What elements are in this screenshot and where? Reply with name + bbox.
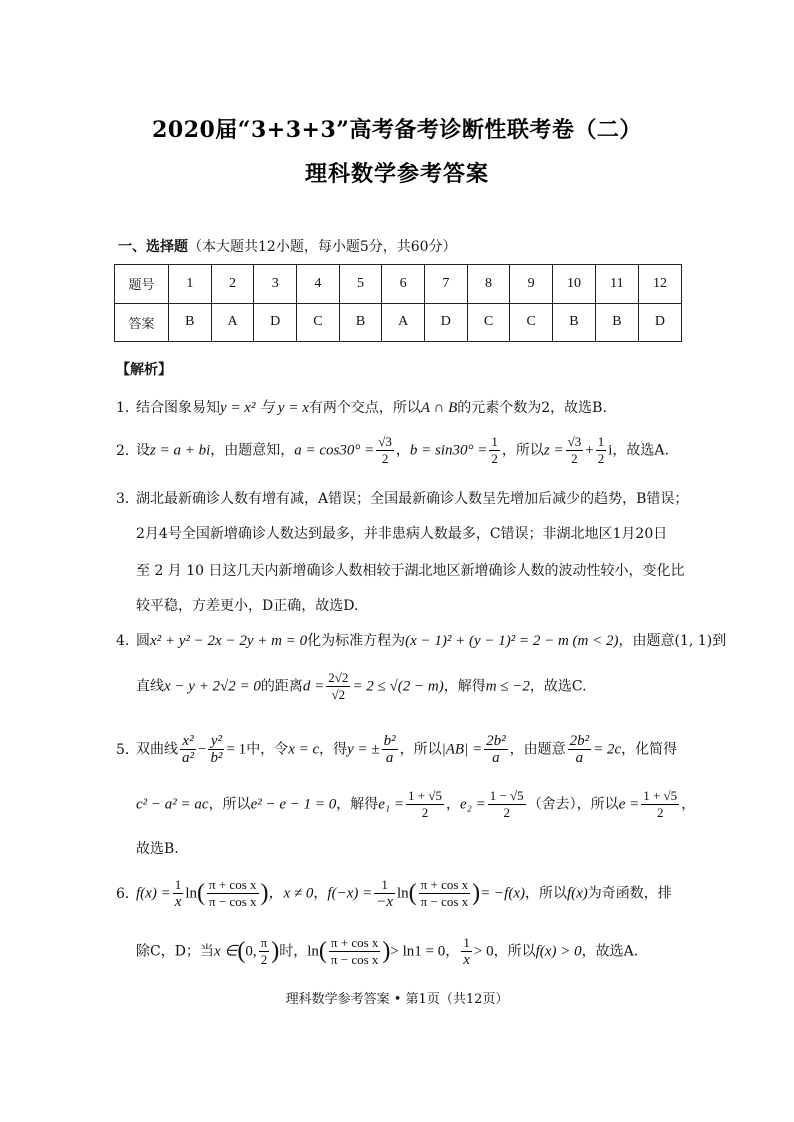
answer-cell: B	[552, 303, 595, 342]
text: 直线	[136, 678, 164, 695]
math-expr: > 0	[473, 943, 494, 960]
paren-close: )	[271, 938, 280, 964]
question-number-cell: 10	[552, 265, 595, 304]
fraction: $\frac{√3}{2}$	[567, 434, 582, 466]
math-expr: x − y + 2√2 = 0	[164, 678, 261, 695]
answer-cell: D	[254, 303, 297, 342]
text: （舍去），所以	[527, 796, 619, 813]
math-fn: ln	[185, 885, 198, 902]
solution-2	[116, 434, 669, 467]
answer-cell: B	[339, 303, 382, 342]
math-expr: m ≤ −2	[485, 678, 530, 695]
paren-close: )	[472, 880, 481, 906]
question-number-cell: 3	[254, 265, 297, 304]
fraction: $\frac{1 - √5}{2}$	[489, 788, 524, 820]
paren-close: )	[260, 880, 269, 906]
text: ，由题意知，	[210, 442, 295, 459]
math-fn: ln	[307, 943, 319, 960]
math-op: −	[198, 741, 207, 758]
math-expr: > ln1 = 0	[390, 943, 446, 960]
math-expr: ，x ≠ 0	[268, 885, 314, 902]
text: 的元素个数为2，故选B.	[457, 400, 607, 416]
question-number-cell: 6	[382, 265, 425, 304]
answer-cell: C	[510, 303, 553, 342]
fraction: $\frac{\text{2b²}}{a}$	[569, 733, 590, 766]
math-expr: e =	[618, 796, 640, 813]
fraction: $\frac{1}{x}$	[463, 935, 470, 968]
text: ，所以	[524, 885, 567, 902]
section-heading	[118, 236, 457, 256]
question-number-cell: 2	[211, 265, 254, 304]
text: 中，令	[246, 741, 289, 758]
text: 的距离	[260, 678, 303, 695]
table-row	[115, 265, 682, 304]
solution-5-line2	[136, 788, 695, 821]
text: ，由题意(1, 1)到	[618, 633, 727, 649]
analysis-label: 【解析】	[116, 362, 172, 378]
question-number: 1．	[116, 400, 139, 416]
question-number-cell: 12	[638, 265, 681, 304]
math-expr: x = c	[288, 741, 320, 758]
fraction: $\frac{\text{π + cos x}}{\text{π − cos x}}$	[209, 877, 257, 909]
paren-open: (	[197, 880, 206, 906]
math-expr: f(−x) =	[327, 885, 373, 902]
fraction: $\frac{2√2}{√2}$	[328, 670, 349, 702]
text: ，	[395, 442, 410, 459]
text: 设	[136, 442, 150, 459]
text: ，解得	[443, 678, 486, 695]
text: ，故选A.	[612, 442, 669, 459]
text: ，	[313, 885, 328, 902]
paren-close: )	[382, 938, 391, 964]
math-expr: 0,	[245, 943, 257, 960]
question-number-cell: 7	[425, 265, 468, 304]
text: ，故选C.	[529, 678, 587, 695]
section-note: （本大题共12小题，每小题5分，共60分）	[188, 239, 457, 255]
fraction: $\frac{\text{x²}}{\text{a²}}$	[182, 733, 194, 766]
question-number: 6．	[116, 885, 139, 902]
question-number-cell: 5	[339, 265, 382, 304]
text: 双曲线	[136, 741, 178, 758]
question-number-cell: 4	[297, 265, 340, 304]
text: 湖北最新确诊人数有增有减，A错误；全国最新确诊人数呈先增加后减少的趋势，B错误；	[136, 491, 689, 507]
text: 时，	[279, 943, 308, 960]
math-expr: b = sin30° =	[409, 442, 488, 459]
question-number-cell: 8	[467, 265, 510, 304]
fraction: $\frac{1 + √5}{2}$	[643, 788, 678, 820]
text: ，所以	[493, 943, 536, 960]
text: 有两个交点，所以	[308, 400, 421, 416]
text: ，所以	[208, 796, 251, 813]
paren-open: (	[318, 938, 327, 964]
fraction: $\frac{\text{y²}}{\text{b²}}$	[210, 733, 223, 766]
math-expr: = 2c	[593, 741, 622, 758]
math-expr: i	[608, 442, 613, 459]
answer-cell: A	[382, 303, 425, 342]
text: 圆	[136, 633, 150, 649]
text: ，由题意	[509, 741, 566, 758]
solution-6-line2	[136, 935, 638, 968]
text: 除C，D；当	[136, 943, 214, 960]
math-op: +	[585, 442, 594, 459]
answer-cell: B	[169, 303, 212, 342]
solution-3	[116, 488, 688, 508]
fraction: $\frac{√3}{2}$	[378, 434, 392, 466]
solution-4-line2	[136, 670, 587, 703]
question-number-cell: 11	[595, 265, 638, 304]
text: 化为标准方程为	[307, 633, 406, 649]
answer-cell: B	[595, 303, 638, 342]
section-title: 一、选择题	[118, 239, 188, 255]
math-expr: = 2 ≤ √(2 − m)	[352, 678, 444, 695]
fraction: $\frac{1}{2}$	[491, 434, 498, 466]
math-expr: = −f(x)	[480, 885, 525, 902]
math-expr: y = ±	[347, 741, 380, 758]
text: ，得	[319, 741, 348, 758]
answer-cell: C	[297, 303, 340, 342]
math-expr: x² + y² − 2x − 2y + m = 0	[150, 633, 308, 649]
question-number-cell: 1	[169, 265, 212, 304]
fraction: $\frac{\text{π + cos x}}{\text{π − cos x}}$	[330, 935, 379, 967]
answer-cell: D	[425, 303, 468, 342]
text: ，	[445, 796, 460, 813]
solution-1	[116, 396, 607, 417]
math-expr: c² − a² = ac	[136, 796, 209, 813]
table-header-cell: 题号	[115, 265, 169, 304]
solution-5-line3: 故选B.	[136, 841, 179, 857]
math-expr: f(x)	[566, 885, 588, 902]
fraction: $\frac{\text{2b²}}{a}$	[486, 733, 506, 766]
math-expr: z = a + bi	[150, 442, 211, 459]
math-expr: e² − e − 1 = 0	[250, 796, 337, 813]
math-expr: f(x) =	[136, 885, 171, 902]
fraction: $\frac{1}{x}$	[174, 877, 182, 910]
math-expr: e₂ =	[459, 796, 486, 813]
fraction: $\frac{1}{2}$	[597, 434, 605, 466]
fraction: $\frac{\text{b²}}{a}$	[383, 733, 396, 766]
question-number: 3．	[116, 491, 139, 507]
math-expr: A ∩ B	[420, 400, 458, 416]
table-row	[115, 303, 682, 342]
fraction: $\frac{1}{-x}$	[376, 877, 393, 910]
answer-cell: A	[211, 303, 254, 342]
page-subtitle: 理科数学参考答案	[304, 161, 489, 187]
question-number-cell: 9	[510, 265, 553, 304]
solution-3-line2: 2月4号全国新增确诊人数达到最多，并非患病人数最多，C错误；非湖北地区1月20日	[136, 526, 668, 542]
text: 结合图象易知	[136, 400, 220, 416]
text: ，解得	[336, 796, 379, 813]
math-expr: d =	[302, 678, 325, 695]
math-expr: x ∈	[213, 943, 238, 960]
fraction: $\frac{1 + √5}{2}$	[408, 788, 442, 820]
text: 为奇函数，排	[587, 885, 672, 902]
table-header-cell: 答案	[115, 303, 169, 342]
answer-table	[114, 264, 682, 342]
math-expr: e₁ =	[378, 796, 404, 813]
solution-5	[116, 733, 677, 766]
solution-6	[116, 877, 672, 910]
fraction: $\frac{\pi}{2}$	[260, 935, 268, 967]
text: ，所以	[399, 741, 442, 758]
text: ，所以	[501, 442, 544, 459]
math-expr: y = x² 与 y = x	[220, 400, 309, 416]
solution-3-line4: 较平稳，方差更小，D正确，故选D.	[136, 598, 359, 614]
math-expr: |AB| =	[441, 741, 483, 758]
paren-open: (	[408, 880, 417, 906]
math-expr: a = cos30° =	[294, 442, 375, 459]
math-fn: ln	[397, 885, 409, 902]
question-number: 2．	[116, 442, 139, 459]
fraction: $\frac{\text{π + cos x}}{\text{π − cos x}}$	[420, 877, 469, 909]
answer-cell: D	[638, 303, 681, 342]
text: ，	[445, 943, 460, 960]
page-title: 2020届“3+3+3”高考备考诊断性联考卷（二）	[152, 117, 642, 143]
question-number: 5．	[116, 741, 139, 758]
solution-3-line3: 至 2 月 10 日这几天内新增确诊人数相较于湖北地区新增确诊人数的波动性较小，变化比	[136, 563, 685, 579]
text: ，故选A.	[581, 943, 639, 960]
math-expr: = 1	[226, 741, 247, 758]
solution-4	[116, 630, 726, 650]
math-expr: z =	[543, 442, 564, 459]
page-footer: 理科数学参考答案 • 第1页（共12页）	[285, 992, 509, 1007]
text: ，	[681, 796, 696, 813]
math-expr: (x − 1)² + (y − 1)² = 2 − m (m < 2)	[405, 633, 619, 649]
paren-open: (	[237, 938, 246, 964]
answer-cell: C	[467, 303, 510, 342]
text: ，化简得	[621, 741, 678, 758]
question-number: 4．	[116, 633, 139, 649]
math-expr: f(x) > 0	[535, 943, 582, 960]
